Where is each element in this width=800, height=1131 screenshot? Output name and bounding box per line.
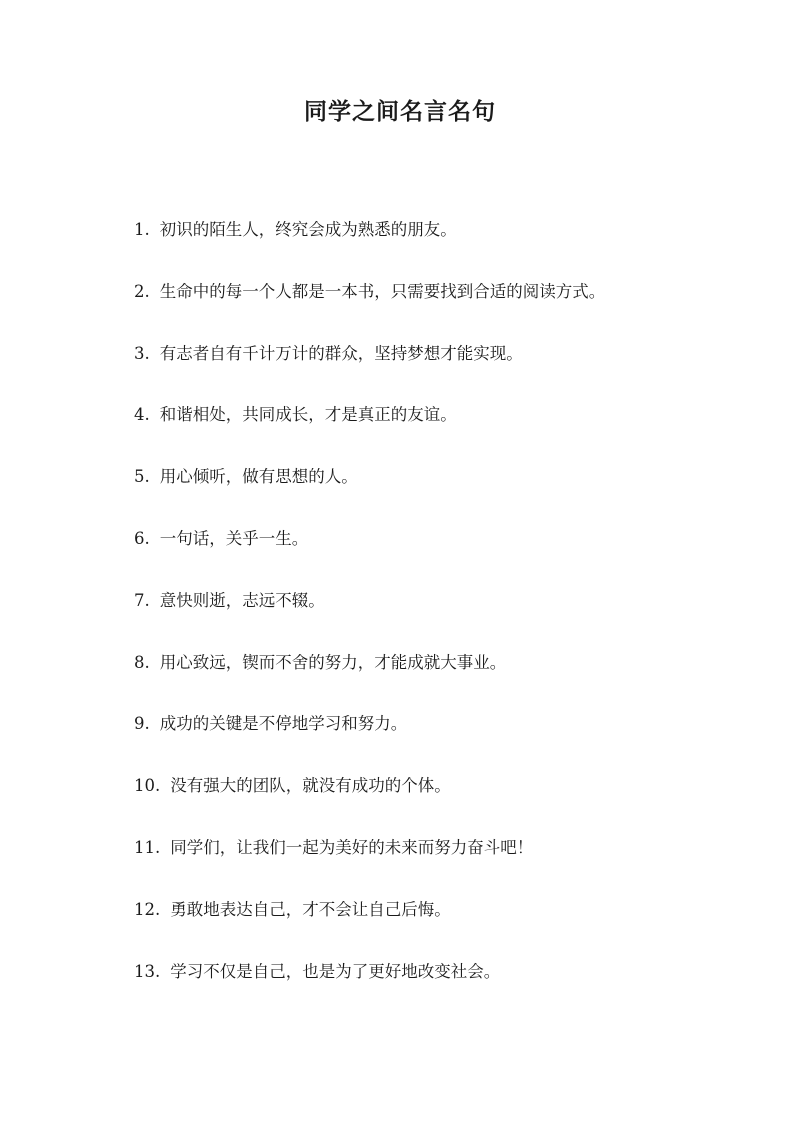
quote-item (134, 461, 734, 523)
quote-number: 12. (134, 899, 161, 919)
quote-item (134, 894, 734, 956)
quote-number: 5. (134, 467, 150, 487)
quote-item (134, 647, 734, 709)
quote-text: 有志者自有千计万计的群众，坚持梦想才能实现。 (159, 343, 523, 363)
quote-item (134, 956, 734, 1018)
quote-number: 4. (134, 405, 150, 425)
quote-item (134, 276, 734, 338)
quote-text: 同学们，让我们一起为美好的未来而努力奋斗吧！ (170, 837, 534, 857)
quote-number: 6. (134, 528, 150, 548)
quote-number: 7. (134, 590, 150, 610)
quote-text: 一句话，关乎一生。 (159, 528, 309, 548)
quote-number: 9. (134, 714, 150, 734)
quote-item (134, 708, 734, 770)
quote-text: 勇敢地表达自己，才不会让自己后悔。 (170, 899, 451, 919)
quote-number: 8. (134, 652, 150, 672)
quote-item (134, 770, 734, 832)
quote-item (134, 214, 734, 276)
quote-text: 意快则逝，志远不辍。 (159, 590, 325, 610)
quote-text: 用心倾听，做有思想的人。 (159, 467, 358, 487)
quote-number: 10. (134, 776, 161, 796)
quote-number: 2. (134, 281, 150, 301)
quote-number: 13. (134, 961, 161, 981)
quote-text: 初识的陌生人，终究会成为熟悉的朋友。 (159, 220, 457, 239)
quote-number: 1. (134, 220, 150, 239)
page-title: 同学之间名言名句 (304, 98, 496, 125)
quote-item (134, 585, 734, 647)
quote-text: 生命中的每一个人都是一本书，只需要找到合适的阅读方式。 (159, 281, 606, 301)
quote-item (134, 338, 734, 400)
quote-item (134, 832, 734, 894)
quote-list (134, 214, 734, 1017)
quote-item (134, 399, 734, 461)
quote-text: 用心致远，锲而不舍的努力，才能成就大事业。 (159, 652, 507, 672)
quote-text: 和谐相处，共同成长，才是真正的友谊。 (159, 405, 457, 425)
quote-number: 3. (134, 343, 150, 363)
quote-text: 成功的关键是不停地学习和努力。 (159, 714, 408, 734)
quote-number: 11. (134, 837, 161, 857)
quote-text: 学习不仅是自己，也是为了更好地改变社会。 (170, 961, 501, 981)
quote-item (134, 523, 734, 585)
quote-text: 没有强大的团队，就没有成功的个体。 (170, 776, 451, 796)
